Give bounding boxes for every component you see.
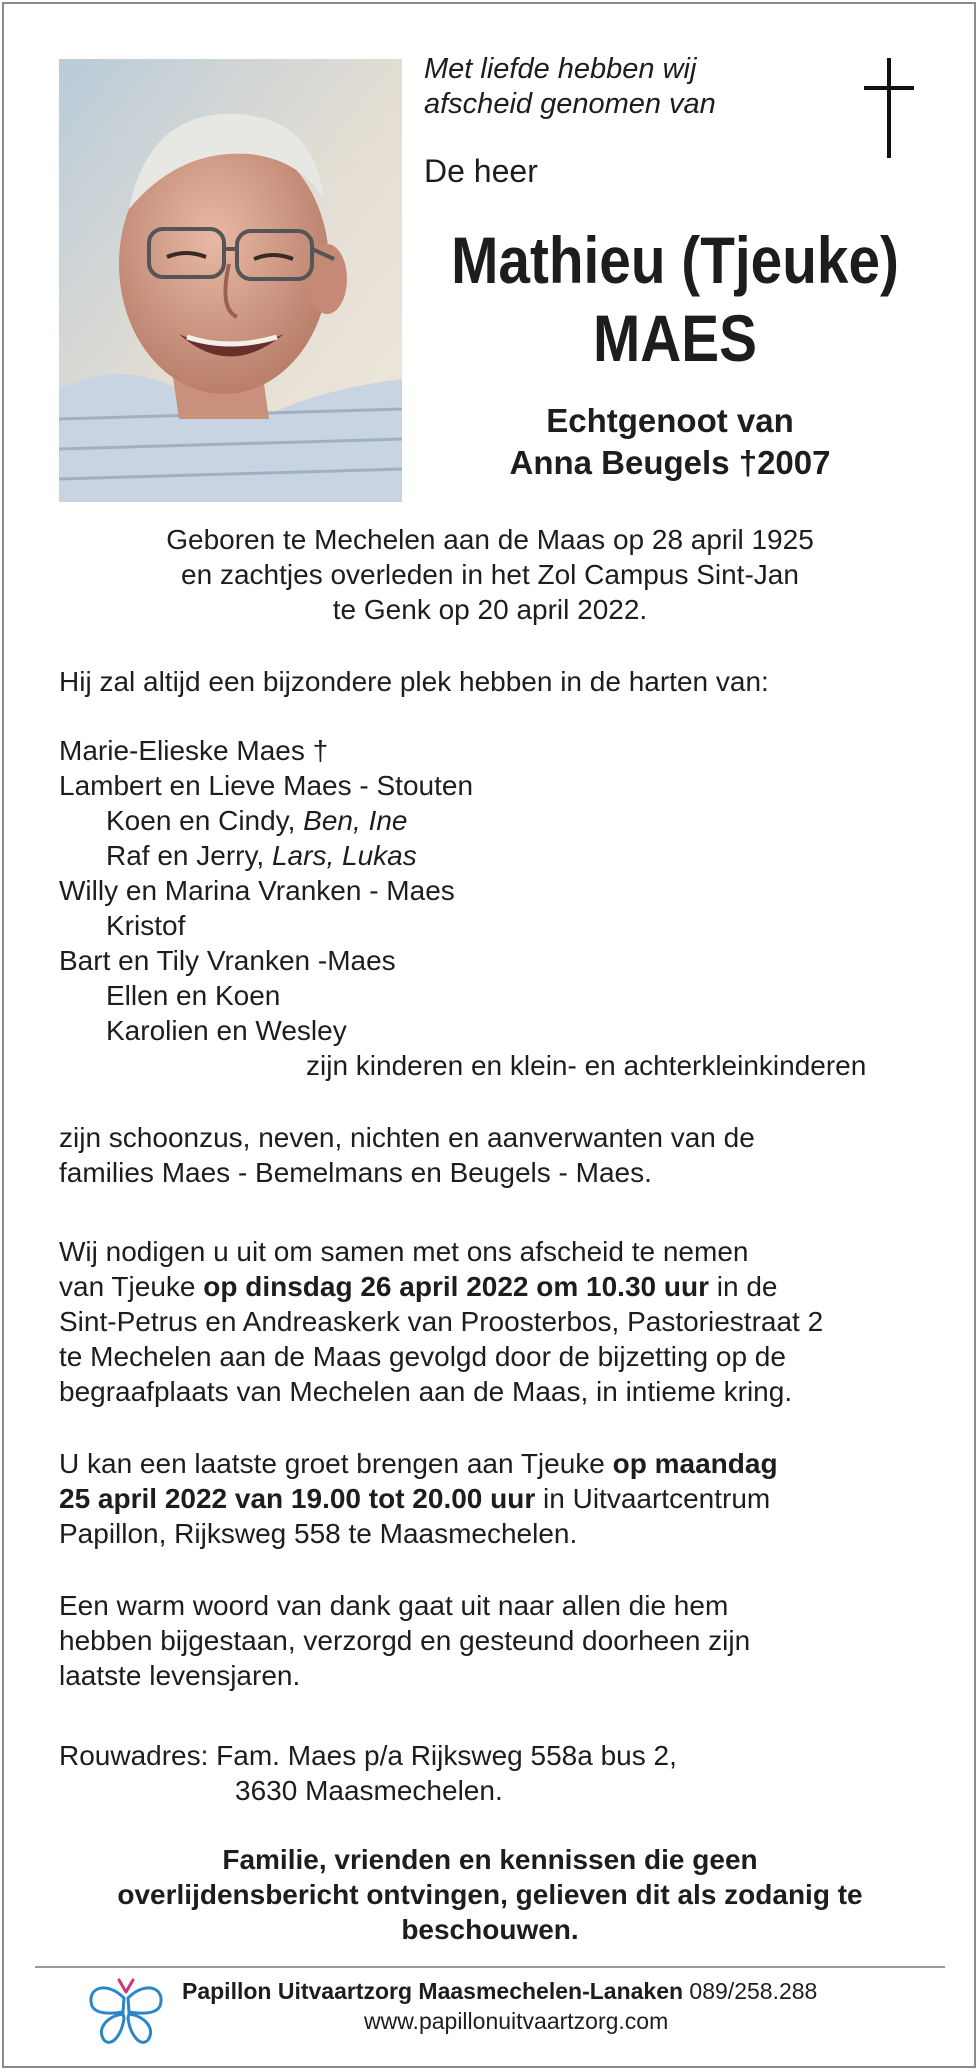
address-line-2: 3630 Maasmechelen. (235, 1775, 503, 1806)
grandchildren-names: Ben, Ine (303, 805, 408, 836)
visitation-line-3: Papillon, Rijksweg 558 te Maasmechelen. (59, 1518, 578, 1549)
closing-line-2: overlijdensbericht ontvingen, gelieven dit als zodanig te (117, 1879, 863, 1910)
funeral-line-5: begraafplaats van Mechelen aan de Maas, in intieme kring. (59, 1376, 793, 1407)
family-name: Koen en Cindy, (106, 805, 304, 836)
family-line (59, 838, 473, 873)
visitation-date: op maandag (612, 1448, 778, 1479)
family-name: Raf en Jerry, (106, 840, 272, 871)
funeral-home-website[interactable]: www.papillonuitvaartzorg.com (364, 2008, 669, 2034)
funeral-datetime: op dinsdag 26 april 2022 om 10.30 uur (203, 1271, 709, 1302)
thanks-line-2: hebben bijgestaan, verzorgd en gesteund doorheen zijn (59, 1625, 751, 1656)
thanks-paragraph (59, 1588, 750, 1693)
funeral-paragraph (59, 1234, 823, 1409)
funeral-text: van Tjeuke (59, 1271, 204, 1302)
visitation-text: in Uitvaartcentrum (535, 1483, 771, 1514)
family-list (59, 733, 473, 1048)
thanks-line-1: Een warm woord van dank gaat uit naar allen die hem (59, 1590, 729, 1621)
portrait-photo (59, 59, 402, 502)
address-line-1: Rouwadres: Fam. Maes p/a Rijksweg 558a bus 2, (59, 1740, 677, 1771)
funeral-line-1: Wij nodigen u uit om samen met ons afscheid te nemen (59, 1236, 749, 1267)
intro-line-1: Met liefde hebben wij (424, 53, 697, 85)
family-summary: zijn kinderen en klein- en achterkleinkinderen (306, 1050, 867, 1081)
butterfly-logo-icon (86, 1978, 166, 2048)
funeral-line-3: Sint-Petrus en Andreaskerk van Proosterbos, Pastoriestraat 2 (59, 1306, 824, 1337)
portrait-illustration (59, 59, 402, 502)
spouse-line-1: Echtgenoot van (546, 402, 794, 439)
grandchildren-names: Lars, Lukas (271, 840, 417, 871)
family-line: Lambert en Lieve Maes - Stouten (59, 770, 474, 801)
funeral-line-4: te Mechelen aan de Maas gevolgd door de bijzetting op de (59, 1341, 786, 1372)
spouse-info (430, 400, 910, 484)
visitation-paragraph (59, 1446, 778, 1551)
funeral-home-info (182, 1978, 817, 2005)
family-line: Marie-Elieske Maes † (59, 735, 329, 766)
visitation-datetime: 25 april 2022 van 19.00 tot 20.00 uur (59, 1483, 536, 1514)
deceased-name: Mathieu (Tjeuke) (451, 223, 899, 297)
visitation-line-2 (59, 1481, 778, 1516)
thanks-line-3: laatste levensjaren. (59, 1660, 301, 1691)
family-line: Kristof (106, 910, 186, 941)
birth-line-2: en zachtjes overleden in het Zol Campus Sint-Jan (181, 559, 799, 590)
intro-line-2: afscheid genomen van (424, 88, 716, 120)
family-line: Bart en Tily Vranken -Maes (59, 945, 396, 976)
family-line: Ellen en Koen (106, 980, 281, 1011)
birth-line-1: Geboren te Mechelen aan de Maas op 28 april 1925 (166, 524, 814, 555)
funeral-line-2 (59, 1269, 823, 1304)
family-line (59, 803, 473, 838)
deceased-surname: MAES (593, 301, 757, 375)
closing-notice (40, 1842, 940, 1947)
family-line: Karolien en Wesley (106, 1015, 347, 1046)
funeral-text: in de (709, 1271, 778, 1302)
relatives-line-2: families Maes - Bemelmans en Beugels - Maes. (59, 1157, 652, 1188)
birth-death-info (60, 522, 920, 627)
closing-line-3: beschouwen. (401, 1914, 579, 1945)
birth-line-3: te Genk op 20 april 2022. (332, 594, 648, 625)
footer-divider (35, 1966, 945, 1968)
intro-text (424, 52, 716, 122)
relatives-line-1: zijn schoonzus, neven, nichten en aanverwanten van de (59, 1122, 755, 1153)
family-line: Willy en Marina Vranken - Maes (59, 875, 455, 906)
spouse-line-2: Anna Beugels †2007 (509, 444, 831, 481)
visitation-line-1 (59, 1446, 778, 1481)
funeral-home-name: Papillon Uitvaartzorg Maasmechelen-Lanaken (182, 1978, 684, 2004)
hearts-intro: Hij zal altijd een bijzondere plek hebben in de harten van: (59, 666, 769, 697)
title-prefix: De heer (424, 153, 538, 189)
funeral-home-phone: 089/258.288 (683, 1978, 818, 2004)
cross-icon (864, 58, 914, 158)
visitation-text: U kan een laatste groet brengen aan Tjeuke (59, 1448, 613, 1479)
closing-line-1: Familie, vrienden en kennissen die geen (222, 1844, 758, 1875)
relatives-paragraph (59, 1120, 755, 1190)
